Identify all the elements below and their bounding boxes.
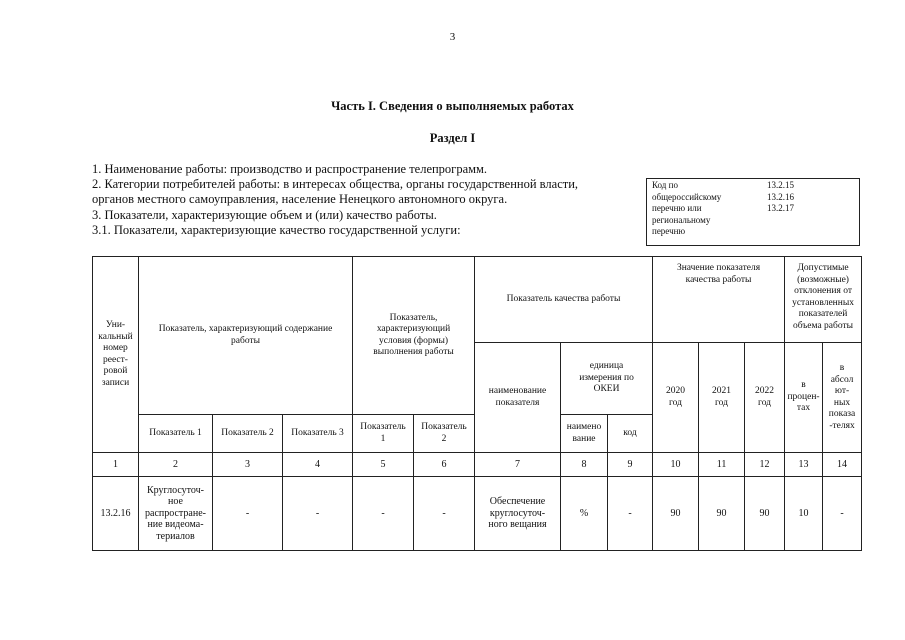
header-year-2020: 2020 год	[653, 343, 699, 453]
work-name-line: 1. Наименование работы: производство и распространение телепрограмм.	[92, 162, 488, 176]
column-number: 12	[745, 453, 785, 477]
header-unique-number: Уни- кальный номер реест- ровой записи	[93, 257, 139, 453]
header-indicator-name: наименование показателя	[475, 343, 561, 453]
registry-code: 13.2.17	[767, 203, 794, 213]
page-number: 3	[449, 31, 456, 43]
header-deviations: Допустимые (возможные) отклонения от установленных показателей объема работы	[785, 257, 862, 343]
header-quality-indicator: Показатель качества работы	[475, 257, 653, 343]
registry-code-label: Код по общероссийскому перечню или региональному перечню	[652, 180, 722, 236]
column-number: 13	[785, 453, 823, 477]
quality-indicators-line: 3.1. Показатели, характеризующие качество государственной услуги:	[92, 222, 461, 237]
unit-code-cell: -	[608, 477, 653, 551]
column-number: 8	[561, 453, 608, 477]
header-unit-name: наимено вание	[561, 415, 608, 453]
conditions-indicator-1-cell: -	[353, 477, 414, 551]
column-number: 14	[823, 453, 862, 477]
header-conditions-indicator-1: Показатель 1	[353, 415, 414, 453]
registry-code-box	[646, 178, 860, 246]
value-2020-cell: 90	[653, 477, 699, 551]
header-row-1	[93, 257, 862, 343]
column-number: 6	[414, 453, 475, 477]
column-number: 2	[139, 453, 213, 477]
column-number: 4	[283, 453, 353, 477]
header-conditions-indicator: Показатель, характеризующий условия (формы) выполнения работы	[353, 257, 475, 415]
conditions-indicator-2-cell: -	[414, 477, 475, 551]
deviation-absolute-cell: -	[823, 477, 862, 551]
registry-code-values	[767, 180, 794, 215]
indicator-name-cell: Обеспечение круглосуточ- ного вещания	[475, 477, 561, 551]
column-number: 5	[353, 453, 414, 477]
column-number-row	[93, 453, 862, 477]
header-year-2022: 2022 год	[745, 343, 785, 453]
header-unit-code: код	[608, 415, 653, 453]
registry-code: 13.2.15	[767, 180, 794, 190]
unit-name-cell: %	[561, 477, 608, 551]
column-number: 11	[699, 453, 745, 477]
indicators-line: 3. Показатели, характеризующие объем и (или) качество работы.	[92, 207, 437, 222]
content-indicator-3-cell: -	[283, 477, 353, 551]
header-content-indicator-2: Показатель 2	[213, 415, 283, 453]
column-number: 10	[653, 453, 699, 477]
header-in-absolute: в абсол ют- ных показа -телях	[823, 343, 862, 453]
header-content-indicator-1: Показатель 1	[139, 415, 213, 453]
header-conditions-indicator-2: Показатель 2	[414, 415, 475, 453]
value-2021-cell: 90	[699, 477, 745, 551]
header-unit-okei: единица измерения по ОКЕИ	[561, 343, 653, 415]
column-number: 7	[475, 453, 561, 477]
header-content-indicator-3: Показатель 3	[283, 415, 353, 453]
header-content-indicator: Показатель, характеризующий содержание работы	[139, 257, 353, 415]
work-info	[92, 162, 652, 238]
part-title: Часть I. Сведения о выполняемых работах	[331, 99, 574, 113]
header-quality-value: Значение показателя качества работы	[653, 257, 785, 343]
consumer-category-line-cont: органов местного самоуправления, население Ненецкого автономного округа.	[92, 192, 508, 207]
header-year-2021: 2021 год	[699, 343, 745, 453]
column-number: 3	[213, 453, 283, 477]
consumer-category-line: 2. Категории потребителей работы: в интересах общества, органы государственной власти,	[92, 177, 579, 192]
column-number: 1	[93, 453, 139, 477]
content-indicator-2-cell: -	[213, 477, 283, 551]
quality-indicators-table	[92, 256, 862, 551]
table-row	[93, 477, 862, 551]
deviation-percent-cell: 10	[785, 477, 823, 551]
registry-code: 13.2.16	[767, 191, 794, 202]
column-number: 9	[608, 453, 653, 477]
header-in-percent: в процен- тах	[785, 343, 823, 453]
registry-number-cell: 13.2.16	[93, 477, 139, 551]
content-indicator-1-cell: Круглосуточ- ное распростране- ние видеома- териалов	[139, 477, 213, 551]
section-title: Раздел I	[429, 131, 476, 145]
value-2022-cell: 90	[745, 477, 785, 551]
